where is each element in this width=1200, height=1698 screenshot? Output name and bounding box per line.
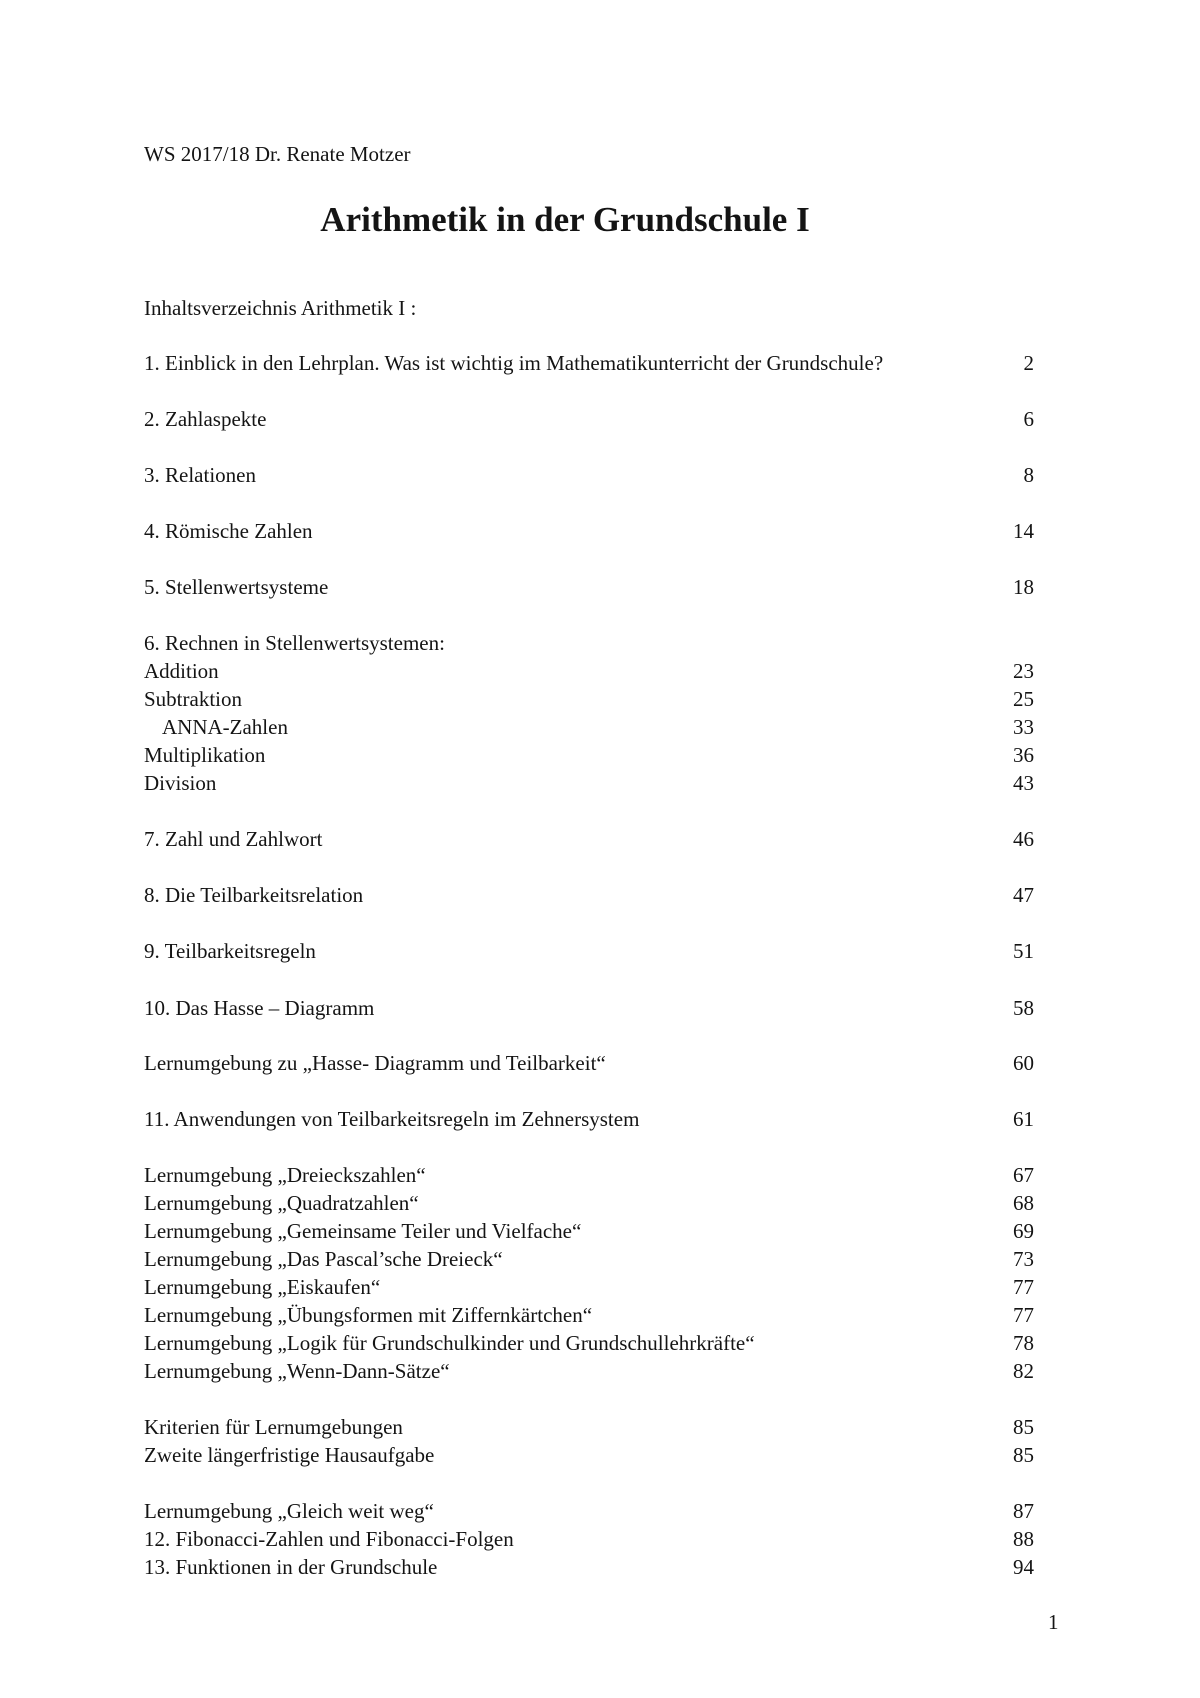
toc-entry <box>144 1415 1034 1441</box>
toc-entry <box>144 1275 1034 1301</box>
toc-entry-label: ANNA-Zahlen <box>162 715 288 739</box>
toc-entry-label: 11. Anwendungen von Teilbarkeitsregeln im Zehnersystem <box>144 1107 640 1131</box>
toc-entry-page: 73 <box>1013 1247 1034 1271</box>
toc-entry-label: 10. Das Hasse – Diagramm <box>144 996 375 1020</box>
toc-entry-label: 1. Einblick in den Lehrplan. Was ist wichtig im Mathematikunterricht der Grundschule? <box>144 351 884 375</box>
toc-entry-page: 25 <box>1013 687 1034 711</box>
toc-entry <box>144 659 1034 685</box>
toc-entry-label: Addition <box>144 659 219 683</box>
toc-entry <box>144 715 1034 741</box>
toc-entry-label: Lernumgebung „Eiskaufen“ <box>144 1275 381 1299</box>
toc-entry-page: 94 <box>1013 1555 1034 1579</box>
toc-entry-page: 69 <box>1013 1219 1034 1243</box>
toc-entry-page: 14 <box>1013 519 1034 543</box>
toc-entry-page: 68 <box>1013 1191 1034 1215</box>
toc-entry <box>144 883 1034 909</box>
toc-entry-page: 46 <box>1013 827 1034 851</box>
toc-entry-label: Lernumgebung „Übungsformen mit Ziffernkärtchen“ <box>144 1303 593 1327</box>
toc-entry <box>144 1051 1034 1077</box>
toc-entry-label: Lernumgebung „Wenn-Dann-Sätze“ <box>144 1359 450 1383</box>
toc-entry <box>144 463 1034 489</box>
toc-entry <box>144 771 1034 797</box>
toc-entry <box>144 1163 1034 1189</box>
toc-entry-label: 4. Römische Zahlen <box>144 519 313 543</box>
toc-entry-page: 77 <box>1013 1303 1034 1327</box>
toc-entry <box>144 1443 1034 1469</box>
toc-entry <box>144 351 1034 377</box>
toc-entry <box>144 575 1034 601</box>
toc-entry-label: 13. Funktionen in der Grundschule <box>144 1555 438 1579</box>
toc-entry-label: 8. Die Teilbarkeitsrelation <box>144 883 364 907</box>
toc-entry <box>144 996 1034 1022</box>
toc-entry <box>144 1303 1034 1329</box>
toc-entry-page: 2 <box>1023 351 1034 375</box>
toc-entry-label: Multiplikation <box>144 743 266 767</box>
toc-entry <box>144 1555 1034 1581</box>
toc-entry <box>144 1499 1034 1525</box>
toc-entry-label: Lernumgebung „Gleich weit weg“ <box>144 1499 434 1523</box>
toc-entry <box>144 1359 1034 1385</box>
toc-entry-label: Lernumgebung „Quadratzahlen“ <box>144 1191 419 1215</box>
toc-entry-label: Subtraktion <box>144 687 242 711</box>
toc-entry <box>144 1191 1034 1217</box>
toc-entry-label: 9. Teilbarkeitsregeln <box>144 939 316 963</box>
page-number: 1 <box>1048 1610 1059 1634</box>
toc-entry-page: 36 <box>1013 743 1034 767</box>
toc-entry <box>144 1247 1034 1273</box>
toc-entry <box>144 1107 1034 1133</box>
toc-entry-label: 3. Relationen <box>144 463 256 487</box>
toc-entry <box>144 1527 1034 1553</box>
toc-entry <box>144 1331 1034 1357</box>
toc-entry-label: Lernumgebung „Das Pascal’sche Dreieck“ <box>144 1247 503 1271</box>
toc-entry-label: Lernumgebung „Gemeinsame Teiler und Vielfache“ <box>144 1219 582 1243</box>
toc-entry-label: 2. Zahlaspekte <box>144 407 267 431</box>
toc-entry <box>144 1219 1034 1245</box>
toc-entry-page: 87 <box>1013 1499 1034 1523</box>
toc-entry-page: 33 <box>1013 715 1034 739</box>
toc-entry-label: Division <box>144 771 217 795</box>
toc-entry-page: 6 <box>1023 407 1034 431</box>
toc-entry <box>144 743 1034 769</box>
toc-entry-page: 23 <box>1013 659 1034 683</box>
toc-entry-label: 5. Stellenwertsysteme <box>144 575 329 599</box>
toc-entry-page: 58 <box>1013 996 1034 1020</box>
toc-entry-page: 8 <box>1023 463 1034 487</box>
toc-entry <box>144 519 1034 545</box>
toc-entry-label: 6. Rechnen in Stellenwertsystemen: <box>144 631 445 655</box>
toc-entry-page: 43 <box>1013 771 1034 795</box>
toc-entry-label: Lernumgebung zu „Hasse- Diagramm und Teilbarkeit“ <box>144 1051 606 1075</box>
toc-entry-page: 61 <box>1013 1107 1034 1131</box>
toc-entry-page: 51 <box>1013 939 1034 963</box>
toc-entry-page: 78 <box>1013 1331 1034 1355</box>
course-header: WS 2017/18 Dr. Renate Motzer <box>144 142 411 166</box>
toc-entry-page: 85 <box>1013 1443 1034 1467</box>
toc-entry-page: 82 <box>1013 1359 1034 1383</box>
toc-entry-page: 88 <box>1013 1527 1034 1551</box>
toc-entry-page: 67 <box>1013 1163 1034 1187</box>
toc-entry <box>144 631 1034 657</box>
toc-entry <box>144 407 1034 433</box>
toc-entry-page: 85 <box>1013 1415 1034 1439</box>
toc-heading: Inhaltsverzeichnis Arithmetik I : <box>144 296 417 320</box>
toc-entry-page: 47 <box>1013 883 1034 907</box>
toc-entry-label: Kriterien für Lernumgebungen <box>144 1415 403 1439</box>
toc-entry-label: Zweite längerfristige Hausaufgabe <box>144 1443 435 1467</box>
toc-entry <box>144 827 1034 853</box>
toc-entry-label: Lernumgebung „Dreieckszahlen“ <box>144 1163 426 1187</box>
toc-entry-page: 77 <box>1013 1275 1034 1299</box>
toc-entry-page: 60 <box>1013 1051 1034 1075</box>
toc-entry-page: 18 <box>1013 575 1034 599</box>
toc-entry <box>144 939 1034 965</box>
document-title: Arithmetik in der Grundschule I <box>320 200 810 239</box>
toc-entry-label: Lernumgebung „Logik für Grundschulkinder und Grundschullehrkräfte“ <box>144 1331 755 1355</box>
toc-entry <box>144 687 1034 713</box>
toc-entry-label: 12. Fibonacci-Zahlen und Fibonacci-Folgen <box>144 1527 514 1551</box>
toc-entry-label: 7. Zahl und Zahlwort <box>144 827 323 851</box>
